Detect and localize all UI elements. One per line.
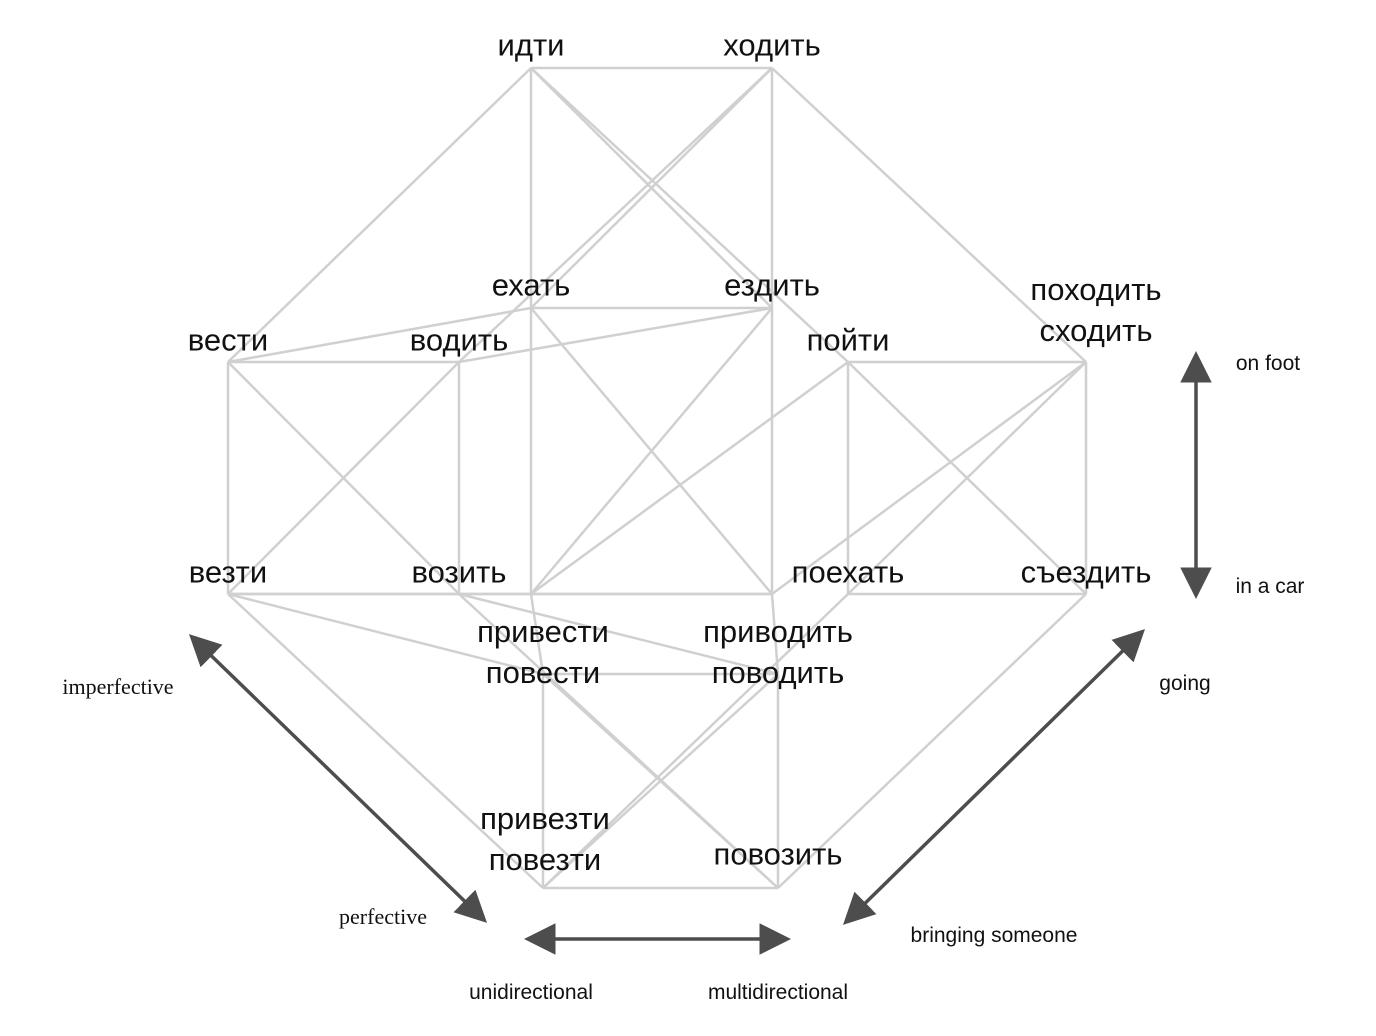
verb-label: возить (411, 554, 507, 590)
verb-label: повезти (488, 842, 602, 877)
verb-label: привезти (480, 801, 610, 837)
verb-label: походить (1030, 272, 1162, 308)
verb-node-poyti (807, 321, 890, 362)
verb-label: поводить (711, 655, 845, 690)
verb-label: везти (188, 554, 268, 590)
verb-node-vezti (189, 553, 267, 594)
verb-node-pohodit (1030, 270, 1161, 352)
verb-node-privesti (477, 612, 609, 694)
verb-node-ezdit (724, 266, 820, 307)
verb-node-hodit (723, 26, 820, 67)
verb-node-privezti (480, 799, 610, 881)
axis-arrows (194, 358, 1196, 939)
axis-label: bringing someone (910, 924, 1078, 947)
verb-label: поехать (791, 554, 905, 590)
verb-node-idti (498, 26, 565, 67)
axis-label: multidirectional (707, 981, 849, 1004)
verb-label: привести (477, 614, 609, 650)
verb-node-sezdit (1021, 553, 1152, 594)
verb-node-poehat (792, 553, 905, 594)
verb-label: пойти (806, 322, 890, 358)
transitivity-axis (848, 634, 1140, 920)
axis-label: imperfective (62, 674, 174, 699)
cube-edge (228, 68, 531, 362)
verb-node-vozit (412, 553, 507, 594)
verb-label: вести (187, 322, 269, 358)
verb-node-privodit (703, 612, 853, 694)
verb-label: съездить (1020, 554, 1152, 590)
verb-label: повести (485, 655, 601, 690)
axis-label: going (1159, 672, 1211, 695)
verb-label: ходить (723, 27, 821, 63)
verb-label: ехать (491, 267, 571, 303)
axis-label: on foot (1235, 352, 1301, 375)
verb-label: повозить (713, 836, 843, 872)
verb-node-povozit (714, 835, 843, 876)
axis-label: perfective (339, 904, 427, 929)
verb-label: приводить (703, 614, 853, 650)
verb-label: идти (497, 27, 565, 63)
verb-label: ездить (724, 267, 820, 303)
verb-node-vesti (188, 321, 268, 362)
axis-label: unidirectional (469, 981, 593, 1004)
aspect-axis (194, 639, 482, 918)
axis-label: in a car (1235, 575, 1305, 598)
cube-edges (228, 68, 1086, 888)
cube-edge (531, 68, 848, 362)
cube-edge (459, 68, 772, 362)
verb-node-ehat (492, 266, 571, 307)
verb-label: сходить (1039, 313, 1153, 348)
verb-label: водить (409, 322, 509, 358)
verb-node-vodit (410, 321, 508, 362)
